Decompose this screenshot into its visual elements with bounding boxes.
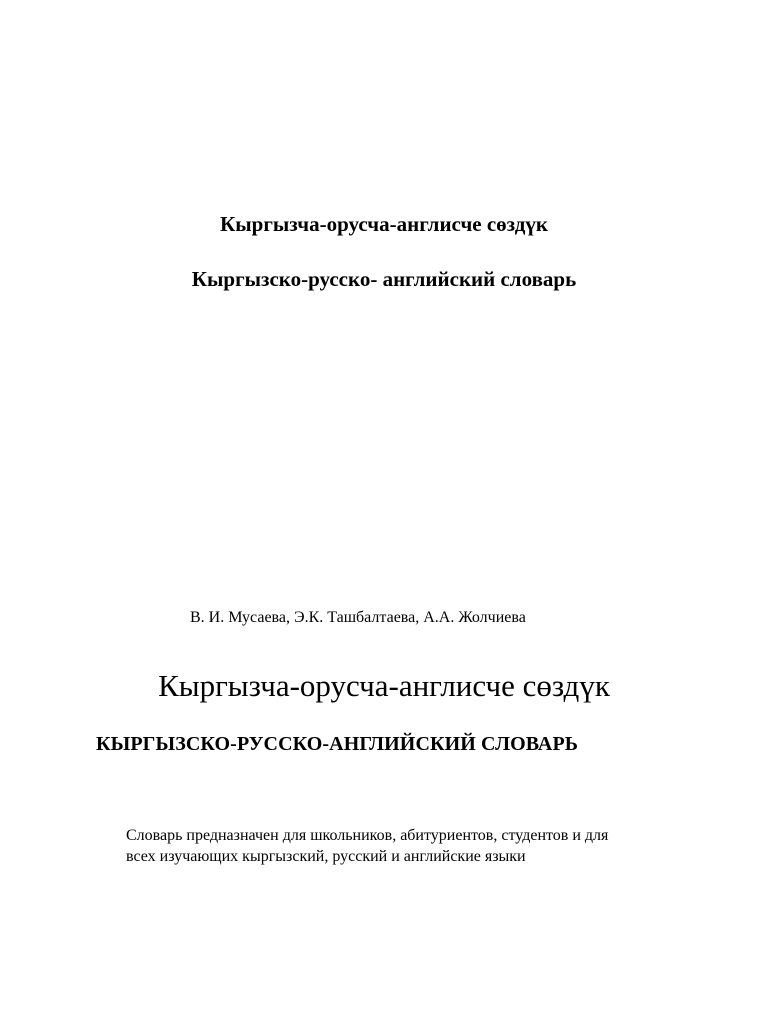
- main-title-russian: КЫРГЫЗСКО-РУССКО-АНГЛИЙСКИЙ СЛОВАРЬ: [96, 733, 579, 755]
- description-line-1: Словарь предназначен для школьников, абитуриентов, студентов и для: [126, 827, 609, 844]
- main-title-kyrgyz: Кыргызча-орусча-англисче сөздүк: [158, 668, 610, 703]
- description-line-2: всех изучающих кыргызский, русский и английские языки: [126, 848, 526, 865]
- description-paragraph: [126, 825, 716, 867]
- authors-line: В. И. Мусаева, Э.К. Ташбалтаева, А.А. Жолчиева: [190, 609, 526, 626]
- top-title-russian: Кыргызско-русско- английский словарь: [191, 267, 577, 291]
- top-title-kyrgyz: Кыргызча-орусча-англисче сөздүк: [220, 212, 548, 236]
